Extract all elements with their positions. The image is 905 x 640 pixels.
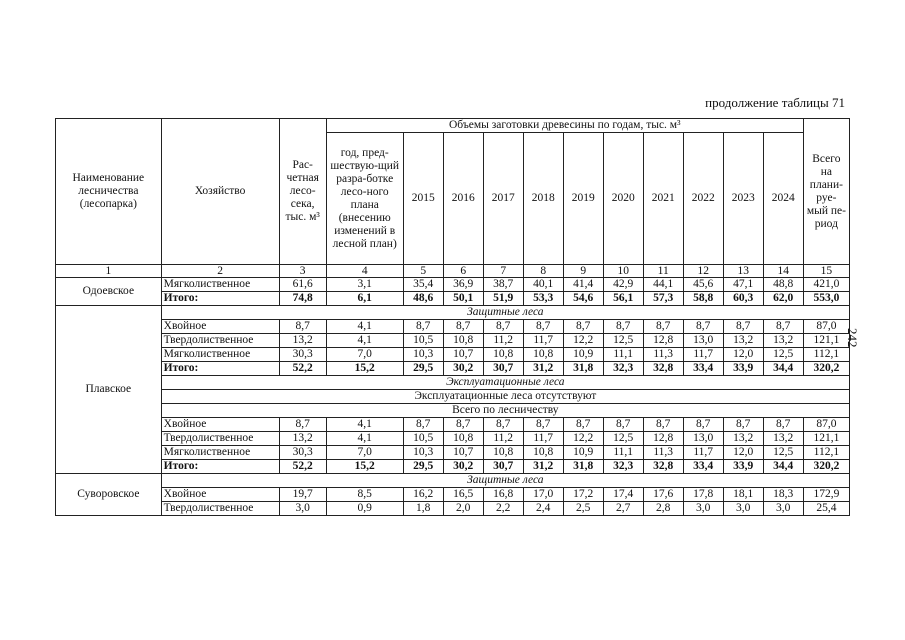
table-row	[56, 502, 850, 516]
table-row	[56, 446, 850, 460]
value-cell: 3,0	[763, 502, 803, 516]
value-cell: 8,7	[603, 418, 643, 432]
value-cell: 11,1	[603, 348, 643, 362]
header-year: 2018	[523, 133, 563, 265]
header-year: 2015	[403, 133, 443, 265]
value-cell: 17,4	[603, 488, 643, 502]
value-cell: 52,2	[279, 362, 326, 376]
value-cell: 10,8	[523, 446, 563, 460]
value-cell: 10,8	[483, 348, 523, 362]
value-cell: 8,7	[723, 418, 763, 432]
value-cell: 11,2	[483, 432, 523, 446]
value-cell: 13,2	[723, 334, 763, 348]
column-index: 10	[603, 265, 643, 278]
value-cell: 0,9	[326, 502, 403, 516]
value-cell: 2,4	[523, 502, 563, 516]
value-cell: 18,3	[763, 488, 803, 502]
value-cell: 8,7	[279, 418, 326, 432]
column-index: 3	[279, 265, 326, 278]
value-cell: 87,0	[803, 418, 849, 432]
value-cell: 30,2	[443, 460, 483, 474]
value-cell: 320,2	[803, 460, 849, 474]
table-row	[56, 292, 850, 306]
farm-cell: Твердолиственное	[161, 334, 279, 348]
value-cell: 10,5	[403, 334, 443, 348]
value-cell: 17,8	[683, 488, 723, 502]
header-year: 2024	[763, 133, 803, 265]
value-cell: 13,2	[723, 432, 763, 446]
value-cell: 58,8	[683, 292, 723, 306]
value-cell: 12,5	[763, 348, 803, 362]
value-cell: 60,3	[723, 292, 763, 306]
value-cell: 553,0	[803, 292, 849, 306]
value-cell: 10,8	[523, 348, 563, 362]
value-cell: 10,7	[443, 446, 483, 460]
value-cell: 54,6	[563, 292, 603, 306]
value-cell: 40,1	[523, 278, 563, 292]
farm-cell: Мягколиственное	[161, 446, 279, 460]
value-cell: 29,5	[403, 460, 443, 474]
value-cell: 8,7	[683, 320, 723, 334]
value-cell: 8,7	[683, 418, 723, 432]
value-cell: 74,8	[279, 292, 326, 306]
farm-cell: Мягколиственное	[161, 278, 279, 292]
column-index: 11	[643, 265, 683, 278]
value-cell: 112,1	[803, 348, 849, 362]
value-cell: 16,5	[443, 488, 483, 502]
value-cell: 19,7	[279, 488, 326, 502]
value-cell: 33,4	[683, 362, 723, 376]
value-cell: 32,8	[643, 460, 683, 474]
header-year: 2016	[443, 133, 483, 265]
value-cell: 11,2	[483, 334, 523, 348]
farm-cell: Хвойное	[161, 320, 279, 334]
value-cell: 33,9	[723, 460, 763, 474]
value-cell: 8,7	[443, 320, 483, 334]
value-cell: 30,3	[279, 446, 326, 460]
forestry-name: Плавское	[56, 306, 162, 474]
value-cell: 2,5	[563, 502, 603, 516]
value-cell: 50,1	[443, 292, 483, 306]
value-cell: 32,3	[603, 362, 643, 376]
value-cell: 8,7	[763, 418, 803, 432]
section-title: Всего по лесничеству	[161, 404, 849, 418]
column-index: 5	[403, 265, 443, 278]
farm-cell: Мягколиственное	[161, 348, 279, 362]
farm-cell: Твердолиственное	[161, 502, 279, 516]
value-cell: 13,0	[683, 432, 723, 446]
value-cell: 32,8	[643, 362, 683, 376]
value-cell: 421,0	[803, 278, 849, 292]
value-cell: 17,0	[523, 488, 563, 502]
value-cell: 4,1	[326, 432, 403, 446]
value-cell: 13,2	[279, 334, 326, 348]
section-title: Защитные леса	[161, 474, 849, 488]
forestry-name: Суворовское	[56, 474, 162, 516]
value-cell: 12,5	[603, 334, 643, 348]
value-cell: 8,7	[279, 320, 326, 334]
value-cell: 4,1	[326, 334, 403, 348]
value-cell: 8,7	[723, 320, 763, 334]
value-cell: 7,0	[326, 348, 403, 362]
header-prev-year: год, пред-шествую-щий разра-ботке лесо-ного плана (внесению изменений в лесной план)	[326, 133, 403, 265]
value-cell: 31,8	[563, 362, 603, 376]
value-cell: 12,8	[643, 334, 683, 348]
column-index: 2	[161, 265, 279, 278]
value-cell: 10,7	[443, 348, 483, 362]
value-cell: 4,1	[326, 320, 403, 334]
value-cell: 30,7	[483, 362, 523, 376]
value-cell: 10,9	[563, 348, 603, 362]
value-cell: 12,2	[563, 334, 603, 348]
value-cell: 8,7	[643, 320, 683, 334]
value-cell: 8,7	[443, 418, 483, 432]
farm-cell: Итого:	[161, 362, 279, 376]
value-cell: 62,0	[763, 292, 803, 306]
table-caption: продолжение таблицы 71	[705, 95, 845, 110]
section-title: Эксплуатационные леса отсутствуют	[161, 390, 849, 404]
value-cell: 11,7	[683, 348, 723, 362]
section-row	[56, 474, 850, 488]
value-cell: 121,1	[803, 334, 849, 348]
farm-cell: Твердолиственное	[161, 432, 279, 446]
header-total: Всего на плани-руе-мый пе-риод	[803, 119, 849, 265]
header-year: 2019	[563, 133, 603, 265]
page-number: 242	[845, 328, 860, 348]
section-row	[56, 404, 850, 418]
value-cell: 8,7	[403, 418, 443, 432]
value-cell: 44,1	[643, 278, 683, 292]
header-year: 2021	[643, 133, 683, 265]
value-cell: 10,3	[403, 348, 443, 362]
value-cell: 33,4	[683, 460, 723, 474]
header-calc: Рас-четная лесо-сека, тыс. м³	[279, 119, 326, 265]
value-cell: 8,7	[523, 418, 563, 432]
value-cell: 18,1	[723, 488, 763, 502]
value-cell: 38,7	[483, 278, 523, 292]
table-row	[56, 278, 850, 292]
table-row	[56, 460, 850, 474]
value-cell: 53,3	[523, 292, 563, 306]
header-name: Наименование лесничества (лесопарка)	[56, 119, 162, 265]
value-cell: 11,7	[523, 432, 563, 446]
value-cell: 8,5	[326, 488, 403, 502]
section-row	[56, 390, 850, 404]
value-cell: 11,3	[643, 446, 683, 460]
value-cell: 15,2	[326, 460, 403, 474]
header-farm: Хозяйство	[161, 119, 279, 265]
value-cell: 30,2	[443, 362, 483, 376]
value-cell: 13,0	[683, 334, 723, 348]
value-cell: 30,7	[483, 460, 523, 474]
value-cell: 35,4	[403, 278, 443, 292]
value-cell: 48,8	[763, 278, 803, 292]
header-year: 2020	[603, 133, 643, 265]
value-cell: 2,7	[603, 502, 643, 516]
section-row	[56, 376, 850, 390]
value-cell: 8,7	[763, 320, 803, 334]
value-cell: 6,1	[326, 292, 403, 306]
value-cell: 31,2	[523, 362, 563, 376]
value-cell: 87,0	[803, 320, 849, 334]
value-cell: 45,6	[683, 278, 723, 292]
value-cell: 12,5	[763, 446, 803, 460]
value-cell: 12,0	[723, 446, 763, 460]
value-cell: 3,0	[683, 502, 723, 516]
value-cell: 3,0	[279, 502, 326, 516]
table-row	[56, 334, 850, 348]
farm-cell: Хвойное	[161, 488, 279, 502]
farm-cell: Итого:	[161, 460, 279, 474]
value-cell: 10,8	[443, 432, 483, 446]
value-cell: 32,3	[603, 460, 643, 474]
table-row	[56, 432, 850, 446]
table-row	[56, 348, 850, 362]
value-cell: 12,0	[723, 348, 763, 362]
value-cell: 52,2	[279, 460, 326, 474]
value-cell: 41,4	[563, 278, 603, 292]
column-index: 1	[56, 265, 162, 278]
value-cell: 33,9	[723, 362, 763, 376]
value-cell: 8,7	[483, 320, 523, 334]
value-cell: 3,0	[723, 502, 763, 516]
value-cell: 48,6	[403, 292, 443, 306]
header-year: 2022	[683, 133, 723, 265]
value-cell: 13,2	[763, 432, 803, 446]
value-cell: 17,6	[643, 488, 683, 502]
value-cell: 12,8	[643, 432, 683, 446]
value-cell: 2,0	[443, 502, 483, 516]
value-cell: 2,8	[643, 502, 683, 516]
forestry-name: Одоевское	[56, 278, 162, 306]
value-cell: 8,7	[403, 320, 443, 334]
value-cell: 121,1	[803, 432, 849, 446]
value-cell: 16,8	[483, 488, 523, 502]
table-row	[56, 320, 850, 334]
value-cell: 13,2	[279, 432, 326, 446]
value-cell: 42,9	[603, 278, 643, 292]
value-cell: 8,7	[563, 320, 603, 334]
value-cell: 31,8	[563, 460, 603, 474]
table-body	[56, 278, 850, 516]
value-cell: 4,1	[326, 418, 403, 432]
value-cell: 172,9	[803, 488, 849, 502]
value-cell: 112,1	[803, 446, 849, 460]
section-row	[56, 306, 850, 320]
column-index: 13	[723, 265, 763, 278]
value-cell: 10,8	[443, 334, 483, 348]
value-cell: 10,3	[403, 446, 443, 460]
farm-cell: Хвойное	[161, 418, 279, 432]
value-cell: 12,2	[563, 432, 603, 446]
value-cell: 11,3	[643, 348, 683, 362]
value-cell: 7,0	[326, 446, 403, 460]
column-index: 15	[803, 265, 849, 278]
column-index: 12	[683, 265, 723, 278]
value-cell: 15,2	[326, 362, 403, 376]
value-cell: 8,7	[523, 320, 563, 334]
table-row	[56, 488, 850, 502]
column-index: 14	[763, 265, 803, 278]
value-cell: 34,4	[763, 362, 803, 376]
header-volumes: Объемы заготовки древесины по годам, тыс. м³	[326, 119, 803, 133]
farm-cell: Итого:	[161, 292, 279, 306]
value-cell: 57,3	[643, 292, 683, 306]
section-title: Эксплуатационные леса	[161, 376, 849, 390]
value-cell: 11,7	[683, 446, 723, 460]
value-cell: 16,2	[403, 488, 443, 502]
value-cell: 29,5	[403, 362, 443, 376]
value-cell: 51,9	[483, 292, 523, 306]
column-index: 8	[523, 265, 563, 278]
value-cell: 10,8	[483, 446, 523, 460]
table-row	[56, 362, 850, 376]
value-cell: 2,2	[483, 502, 523, 516]
header-year: 2017	[483, 133, 523, 265]
value-cell: 8,7	[563, 418, 603, 432]
value-cell: 61,6	[279, 278, 326, 292]
value-cell: 1,8	[403, 502, 443, 516]
header-year: 2023	[723, 133, 763, 265]
column-index: 4	[326, 265, 403, 278]
value-cell: 12,5	[603, 432, 643, 446]
harvest-volume-table	[55, 118, 850, 516]
table-row	[56, 418, 850, 432]
section-title: Защитные леса	[161, 306, 849, 320]
value-cell: 47,1	[723, 278, 763, 292]
value-cell: 10,9	[563, 446, 603, 460]
value-cell: 8,7	[483, 418, 523, 432]
column-index: 9	[563, 265, 603, 278]
value-cell: 11,7	[523, 334, 563, 348]
column-index: 7	[483, 265, 523, 278]
value-cell: 3,1	[326, 278, 403, 292]
value-cell: 56,1	[603, 292, 643, 306]
value-cell: 13,2	[763, 334, 803, 348]
value-cell: 320,2	[803, 362, 849, 376]
value-cell: 36,9	[443, 278, 483, 292]
value-cell: 25,4	[803, 502, 849, 516]
value-cell: 34,4	[763, 460, 803, 474]
column-index: 6	[443, 265, 483, 278]
value-cell: 11,1	[603, 446, 643, 460]
value-cell: 8,7	[603, 320, 643, 334]
value-cell: 17,2	[563, 488, 603, 502]
value-cell: 30,3	[279, 348, 326, 362]
value-cell: 10,5	[403, 432, 443, 446]
value-cell: 8,7	[643, 418, 683, 432]
value-cell: 31,2	[523, 460, 563, 474]
